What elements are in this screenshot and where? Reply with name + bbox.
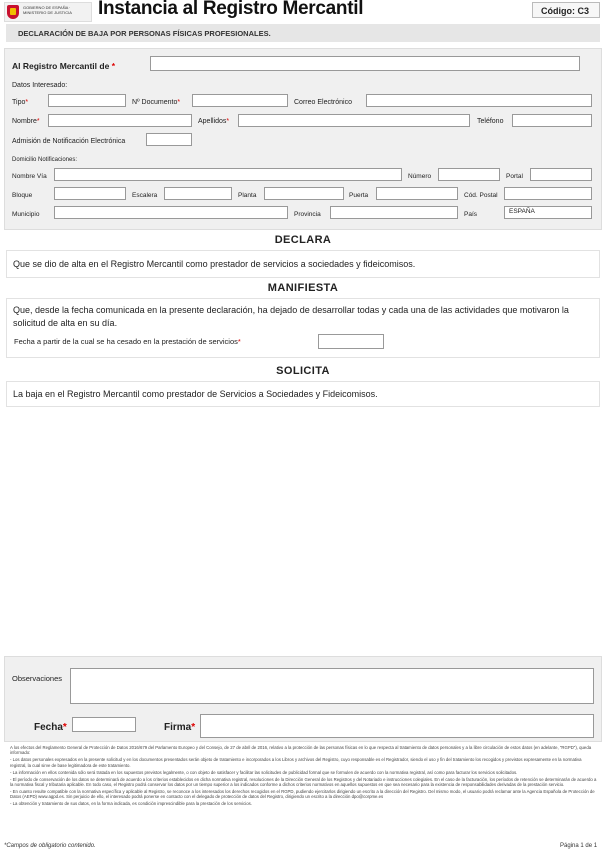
tipo-input[interactable]	[48, 94, 126, 107]
fecha-label: Fecha*	[34, 722, 67, 733]
via-label: Nombre Vía	[12, 173, 47, 180]
portal-input[interactable]	[530, 168, 592, 181]
legal-paragraph: - El período de conservación de los datos se determinará de acuerdo a los criterios establecidos en dicha normativa registral, resoluciones de la Dirección General de los Registros y del Notariado e instrucciones colegiales. En el caso de la facturación, los períodos de retención se determinarán de acuerdo a la normativa fiscal y tributaria aplicable. En todo caso, el Registro podrá conservar los datos por un tiempo superior a los indicados conforme a dichos criterios normativos en aquellos supuestos en que sea necesario para la existencia de responsabilidades derivadas de la prestación servicio.	[10, 776, 597, 787]
via-input[interactable]	[54, 168, 402, 181]
registro-input[interactable]	[150, 56, 580, 71]
planta-label: Planta	[238, 192, 257, 199]
escalera-label: Escalera	[132, 192, 158, 199]
government-logo	[4, 2, 92, 22]
page-number: Página 1 de 1	[560, 843, 598, 849]
legal-paragraph: - Los datos personales expresados en la presente solicitud y en los documentos presentados serán objeto de tratamiento e incorporados a los Libros y archivos del Registro, cuyo responsable es el Registrador, siendo el uso y fin del tratamiento los recogidos y previstos expresamente en la normativa registral, la cual sirve de base legitimadora de este tratamiento.	[10, 757, 582, 768]
correo-label: Correo Electrónico	[294, 99, 352, 106]
apellidos-label: Apellidos*	[198, 118, 230, 125]
manifiesta-title: MANIFIESTA	[267, 282, 339, 294]
bloque-input[interactable]	[54, 187, 126, 200]
coat-of-arms-icon	[7, 5, 19, 19]
numero-input[interactable]	[438, 168, 500, 181]
declara-box	[6, 250, 600, 278]
provincia-input[interactable]	[330, 206, 458, 219]
provincia-label: Provincia	[294, 211, 321, 218]
page-title: Instancia al Registro Mercantil	[98, 0, 364, 19]
solicita-box	[6, 381, 600, 407]
escalera-input[interactable]	[164, 187, 232, 200]
nombre-label: Nombre*	[12, 118, 40, 125]
puerta-input[interactable]	[376, 187, 458, 200]
pais-input[interactable]: ESPAÑA	[504, 206, 592, 219]
cese-fecha-label: Fecha a partir de la cual se ha cesado en la prestación de servicios*	[14, 337, 241, 346]
ndoc-input[interactable]	[192, 94, 288, 107]
telefono-input[interactable]	[512, 114, 592, 127]
telefono-label: Teléfono	[477, 118, 504, 125]
declara-text: Que se dio de alta en el Registro Mercantil como prestador de servicios a sociedades y fideicomisos.	[13, 259, 416, 269]
required-note: *Campos de obligatorio contenido.	[4, 843, 96, 849]
admision-label: Admisión de Notificación Electrónica	[12, 138, 126, 145]
admision-input[interactable]	[146, 133, 192, 146]
datos-label: Datos Interesado:	[12, 82, 68, 89]
domicilio-label: Domicilio Notificaciones:	[12, 157, 78, 163]
pais-label: País	[464, 211, 478, 218]
fecha-input[interactable]	[72, 717, 136, 732]
solicita-title: SOLICITA	[276, 365, 330, 377]
numero-label: Número	[408, 173, 432, 180]
bloque-label: Bloque	[12, 192, 33, 199]
logo-text: GOBIERNO DE ESPAÑA · MINISTERIO DE JUSTICIA	[23, 5, 72, 15]
legal-paragraph: - La obtención y tratamiento de sus datos, en la forma indicada, es condición imprescindible para la prestación de los servicios.	[10, 801, 252, 807]
legal-notice	[10, 745, 598, 808]
cese-fecha-input[interactable]	[318, 334, 384, 349]
legal-paragraph: A los efectos del Reglamento General de Protección de Datos 2016/679 del Parlamento Europeo y del Consejo, de 27 de abril de 2016, relativo a la protección de las personas físicas en lo que respecta al tratamiento de datos personales y a la libre circulación de estos datos (en adelante, "RGPD"), queda informado:	[10, 745, 592, 756]
municipio-input[interactable]	[54, 206, 288, 219]
observaciones-input[interactable]	[70, 668, 594, 704]
manifiesta-text: Que, desde la fecha comunicada en la presente declaración, ha dejado de desarrollar todas y cada una de las actividades que motivaron la solicitud de alta en su día.	[13, 305, 569, 328]
ndoc-label: Nº Documento*	[132, 99, 181, 106]
puerta-label: Puerta	[349, 192, 369, 199]
cp-label: Cód. Postal	[464, 192, 498, 199]
firma-input[interactable]	[200, 714, 594, 738]
firma-label: Firma*	[164, 722, 196, 733]
planta-input[interactable]	[264, 187, 344, 200]
codigo-box	[532, 2, 600, 18]
nombre-input[interactable]	[48, 114, 192, 127]
legal-paragraph: - En cuanto resulte compatible con la normativa específica y aplicable al Registro, se reconoce a los interesados los derechos recogidos en el RGPD, pudiendo ejercitarlos dirigiendo un escrito a la dirección del Registro. Del mismo modo, el usuario podrá reclamar ante la Agencia Española de Protección de Datos (AEPD) www.agpd.es. Sin perjuicio de ello, el interesado podrá ponerse en contacto con el delegado de protección de datos del Registro, dirigiendo un escrito a la dirección dpo@corpme.es	[10, 788, 595, 800]
registro-label: Al Registro Mercantil de *	[12, 61, 115, 71]
apellidos-input[interactable]	[238, 114, 470, 127]
municipio-label: Municipio	[12, 211, 40, 218]
legal-paragraph: - La información en ellos contenida sólo será tratada en los supuestos previstos legalmente, o con objeto de satisfacer y facilitar las solicitudes de publicidad formal que se formulen de acuerdo con la normativa registral, así como para facturar los servicios solicitados.	[10, 769, 518, 775]
form-subtitle: DECLARACIÓN DE BAJA POR PERSONAS FÍSICAS PROFESIONALES.	[6, 24, 600, 42]
cp-input[interactable]	[504, 187, 592, 200]
tipo-label: Tipo*	[12, 99, 29, 106]
codigo-label: Código:	[541, 6, 575, 16]
correo-input[interactable]	[366, 94, 592, 107]
portal-label: Portal	[506, 173, 523, 180]
observaciones-label: Observaciones	[12, 674, 63, 683]
codigo-value: C3	[577, 6, 590, 16]
declara-title: DECLARA	[274, 234, 332, 246]
solicita-text: La baja en el Registro Mercantil como prestador de Servicios a Sociedades y Fideicomisos.	[13, 389, 378, 399]
manifiesta-box	[6, 298, 600, 358]
